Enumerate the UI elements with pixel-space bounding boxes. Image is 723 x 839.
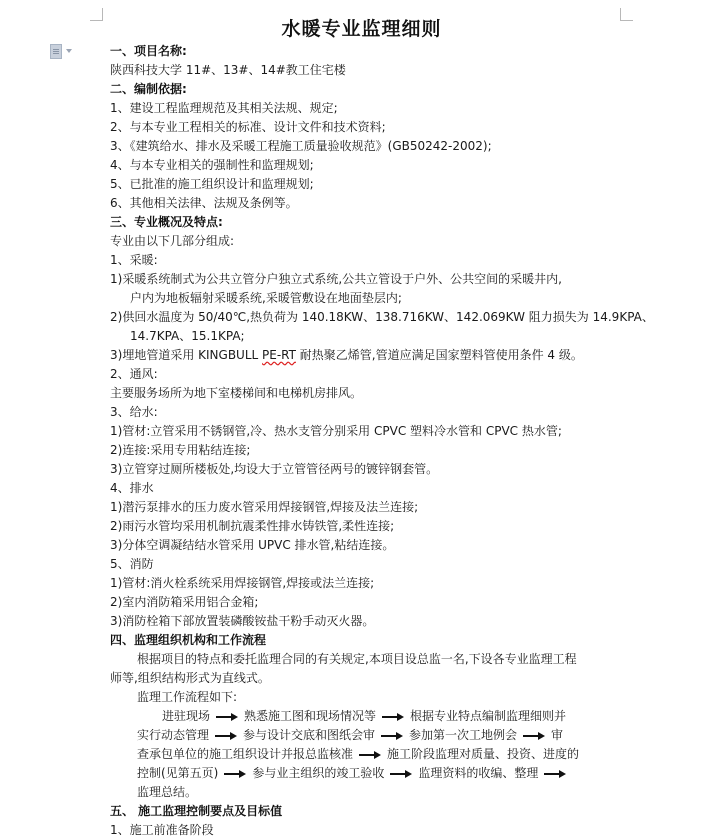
paragraph: 主要服务场所为地下室楼梯间和电梯机房排风。: [110, 386, 363, 400]
document-title: 水暖专业监理细则: [281, 18, 442, 40]
list-item: 1)采暖系统制式为公共立管分户独立式系统,公共立管设于户外、公共空间的采暖井内,: [110, 272, 562, 286]
list-item: 1)潜污泵排水的压力废水管采用焊接钢管,焊接及法兰连接;: [110, 500, 419, 514]
list-item: 1)管材:立管采用不锈钢管,冷、热水支管分别采用 CPVC 塑料冷水管和 CPVC 热水管;: [110, 424, 562, 438]
subsection-label: 1、采暖:: [110, 253, 158, 267]
list-item: 2)室内消防箱采用铝合金箱;: [110, 595, 259, 609]
text-run: 3)埋地管道采用 KINGBULL: [110, 348, 263, 362]
section-heading: 四、监理组织机构和工作流程: [110, 633, 267, 647]
flow-step: 参与业主组织的竣工验收: [252, 766, 385, 780]
list-item: 3)分体空调凝结结水管采用 UPVC 排水管,粘结连接。: [110, 538, 395, 552]
arrow-right-icon: [390, 770, 412, 778]
subsection-label: 2、通风:: [110, 367, 158, 381]
dropdown-arrow-icon: [66, 49, 72, 53]
flow-step: 监理总结。: [137, 785, 198, 799]
arrow-right-icon: [382, 713, 404, 721]
paragraph: 根据项目的特点和委托监理合同的有关规定,本项目设总监一名,下设各专业监理工程: [137, 652, 577, 666]
project-name: 陕西科技大学 11#、13#、14#教工住宅楼: [110, 63, 346, 77]
list-item: 2)雨污水管均采用机制抗震柔性排水铸铁管,柔性连接;: [110, 519, 395, 533]
arrow-right-icon: [544, 770, 566, 778]
flow-label: 监理工作流程如下:: [137, 690, 238, 704]
list-item: 1)管材:消火栓系统采用焊接钢管,焊接或法兰连接;: [110, 576, 375, 590]
list-item: 4、与本专业相关的强制性和监理规划;: [110, 158, 314, 172]
document-icon: [50, 44, 62, 59]
paragraph: 师等,组织结构形式为直线式。: [110, 671, 270, 685]
subsection-label: 5、消防: [110, 557, 154, 571]
workflow-row: [137, 746, 579, 762]
section-heading: 二、编制依据:: [110, 82, 187, 96]
subsection-label: 4、排水: [110, 481, 154, 495]
text-run: 耐热聚乙烯管,管道应满足国家塑料管使用条件 4 级。: [295, 348, 583, 362]
flow-step: 参与设计交底和图纸会审: [243, 728, 376, 742]
list-item: 3)消防栓箱下部放置装磷酸铵盐干粉手动灭火器。: [110, 614, 375, 628]
arrow-right-icon: [359, 751, 381, 759]
section-heading: 一、项目名称:: [110, 44, 187, 58]
document-map-icon[interactable]: [50, 44, 78, 58]
list-item: 2)连接:采用专用粘结连接;: [110, 443, 251, 457]
list-item: 1、建设工程监理规范及其相关法规、规定;: [110, 101, 338, 115]
arrow-right-icon: [523, 732, 545, 740]
list-item: 6、其他相关法律、法规及条例等。: [110, 196, 298, 210]
flow-step: 查承包单位的施工组织设计并报总监核准: [137, 747, 354, 761]
arrow-right-icon: [216, 713, 238, 721]
list-item: 2)供回水温度为 50/40℃,热负荷为 140.18KW、138.716KW、142.069KW 阻力损失为 14.9KPA、: [110, 310, 654, 324]
arrow-right-icon: [381, 732, 403, 740]
list-item: 3、《建筑给水、排水及采暖工程施工质量验收规范》(GB50242-2002);: [110, 139, 492, 153]
flow-step: 审: [551, 728, 564, 742]
arrow-right-icon: [224, 770, 246, 778]
flow-step: 控制(见第五页): [137, 766, 219, 780]
paragraph: 专业由以下几部分组成:: [110, 234, 235, 248]
flow-step: 熟悉施工图和现场情况等: [244, 709, 377, 723]
workflow-row: [137, 765, 572, 781]
subsection-label: 3、给水:: [110, 405, 158, 419]
flow-step: 实行动态管理: [137, 728, 210, 742]
list-item: 3)立管穿过厕所楼板处,均设大于立管管径两号的镀锌钢套管。: [110, 462, 439, 476]
workflow-row: [162, 708, 566, 724]
workflow-row: [137, 784, 197, 800]
workflow-row: [137, 727, 563, 743]
list-item: 2、与本专业工程相关的标准、设计文件和技术资料;: [110, 120, 386, 134]
list-item: 5、已批准的施工组织设计和监理规划;: [110, 177, 314, 191]
spellcheck-marked-text: PE-RT: [262, 348, 296, 362]
flow-step: 监理资料的收编、整理: [418, 766, 539, 780]
list-item: [110, 347, 583, 363]
subsection-label: 1、施工前准备阶段: [110, 823, 214, 837]
flow-step: 施工阶段监理对质量、投资、进度的: [387, 747, 580, 761]
section-heading: 三、专业概况及特点:: [110, 215, 223, 229]
arrow-right-icon: [215, 732, 237, 740]
flow-step: 根据专业特点编制监理细则并: [410, 709, 567, 723]
list-item-continued: 户内为地板辐射采暖系统,采暖管敷设在地面垫层内;: [130, 291, 402, 305]
flow-step: 进驻现场: [162, 709, 211, 723]
flow-step: 参加第一次工地例会: [409, 728, 518, 742]
section-heading: 五、 施工监理控制要点及目标值: [110, 804, 283, 818]
list-item-continued: 14.7KPA、15.1KPA;: [130, 329, 245, 343]
